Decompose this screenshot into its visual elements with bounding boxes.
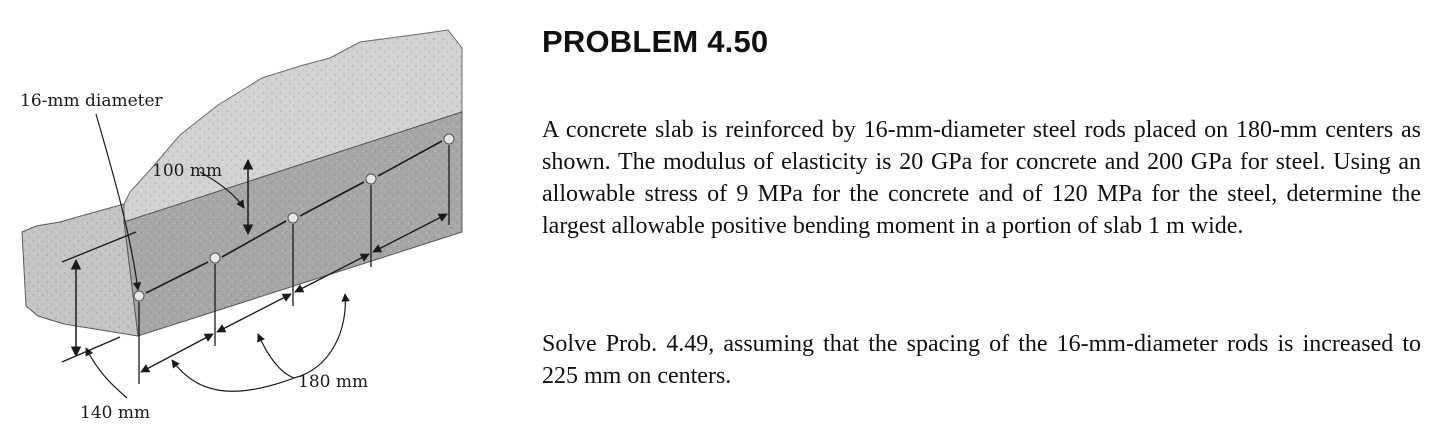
slab-depth-label: 140 mm bbox=[80, 403, 151, 423]
problem-statement: Solve Prob. 4.49, assuming that the spacing of the 16-mm-diameter rods is increased to 225 mm on centers. bbox=[542, 331, 1421, 389]
rod-end bbox=[366, 174, 376, 184]
slab-figure bbox=[0, 0, 500, 446]
rod-end bbox=[134, 291, 144, 301]
rod-diameter-label: 16-mm diameter bbox=[20, 91, 163, 111]
rod-end bbox=[288, 213, 298, 223]
problem-heading: PROBLEM 4.50 bbox=[542, 24, 769, 59]
previous-problem-statement: A concrete slab is reinforced by 16-mm-diameter steel rods placed on 180-mm centers as shown. The modulus of elasticity is 20 GPa for concrete and 200 GPa for steel. Using an allowable stress of 9 MPa for the concrete and of 120 MPa for the steel, determine the largest allowable positive bending moment in a portion of slab 1 m wide. bbox=[542, 117, 1421, 239]
cover-depth-label: 100 mm bbox=[152, 161, 223, 181]
rod-end bbox=[210, 253, 220, 263]
rod-spacing-label: 180 mm bbox=[298, 372, 369, 392]
rod-end bbox=[444, 134, 454, 144]
